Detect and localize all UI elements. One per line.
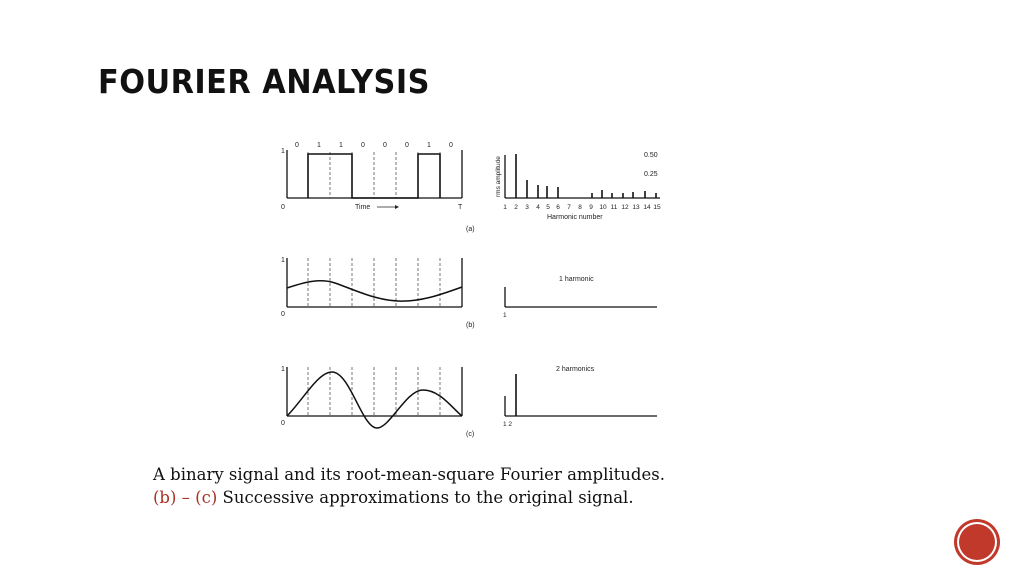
time-label: Time <box>355 204 371 211</box>
harmonic-tick: 2 <box>514 204 518 211</box>
panel-label-a: (a) <box>466 226 475 233</box>
bit-label: 0 <box>405 142 409 149</box>
harmonic-number-ticks <box>503 204 661 211</box>
two-harmonic-wave <box>287 372 462 428</box>
t-label: T <box>458 204 463 211</box>
harmonic-tick: 1 <box>503 312 507 319</box>
panel-label-c: (c) <box>466 431 475 438</box>
harmonic-tick: 10 <box>599 204 607 211</box>
bit-label: 0 <box>383 142 387 149</box>
scale-label-025: 0.25 <box>644 171 658 178</box>
harmonic-tick: 5 <box>546 204 550 211</box>
panel-a-signal <box>281 142 475 233</box>
rms-axis-label: rms amplitude <box>495 156 502 197</box>
scale-label-050: 0.50 <box>644 152 658 159</box>
y-label-zero: 0 <box>281 420 285 427</box>
bit-label: 1 <box>317 142 321 149</box>
bit-labels <box>295 142 453 149</box>
harmonic-tick: 1 <box>503 204 507 211</box>
harmonic-tick: 14 <box>643 204 651 211</box>
slide-title: FOURIER ANALYSIS <box>98 62 430 101</box>
panel-c <box>281 366 657 438</box>
bit-label: 0 <box>295 142 299 149</box>
bit-label: 1 <box>427 142 431 149</box>
panel-label-b: (b) <box>466 322 475 329</box>
harmonic-tick: 13 <box>632 204 640 211</box>
one-harmonic-wave <box>287 281 462 301</box>
y-label-one: 1 <box>281 366 285 373</box>
bit-dividers <box>308 367 440 416</box>
bit-label: 0 <box>449 142 453 149</box>
harmonic-tick: 12 <box>621 204 629 211</box>
bit-dividers <box>308 152 440 198</box>
harmonic-count-text: 1 harmonic <box>559 276 594 283</box>
harmonic-tick: 4 <box>536 204 540 211</box>
slide-number-badge <box>957 522 997 562</box>
y-label-one: 1 <box>281 148 285 155</box>
caption-line-1: A binary signal and its root-mean-square Fourier amplitudes. <box>153 465 665 484</box>
harmonic-count-text: 2 harmonics <box>556 366 595 373</box>
panel-b <box>281 257 657 329</box>
harmonic-tick: 3 <box>525 204 529 211</box>
y-label-zero: 0 <box>281 204 285 211</box>
harmonic-tick: 7 <box>567 204 571 211</box>
square-wave <box>308 154 440 198</box>
y-label-zero: 0 <box>281 311 285 318</box>
spectrum-bars <box>516 154 656 198</box>
harmonic-tick: 11 <box>610 204 618 211</box>
harmonic-tick: 15 <box>653 204 661 211</box>
bit-label: 0 <box>361 142 365 149</box>
figure-caption <box>153 463 665 509</box>
time-arrow-head <box>395 205 399 209</box>
harmonic-tick: 9 <box>589 204 593 211</box>
bit-label: 1 <box>339 142 343 149</box>
panel-a-spectrum <box>495 152 661 221</box>
harmonic-tick: 1 2 <box>503 421 513 428</box>
caption-line-2-text: Successive approximations to the original signal. <box>217 488 634 507</box>
caption-line-2 <box>153 486 665 509</box>
harmonic-tick: 8 <box>578 204 582 211</box>
caption-accent: (b) – (c) <box>153 488 218 507</box>
y-label-one: 1 <box>281 257 285 264</box>
harmonic-tick: 6 <box>556 204 560 211</box>
harmonic-axis-label: Harmonic number <box>547 214 603 221</box>
